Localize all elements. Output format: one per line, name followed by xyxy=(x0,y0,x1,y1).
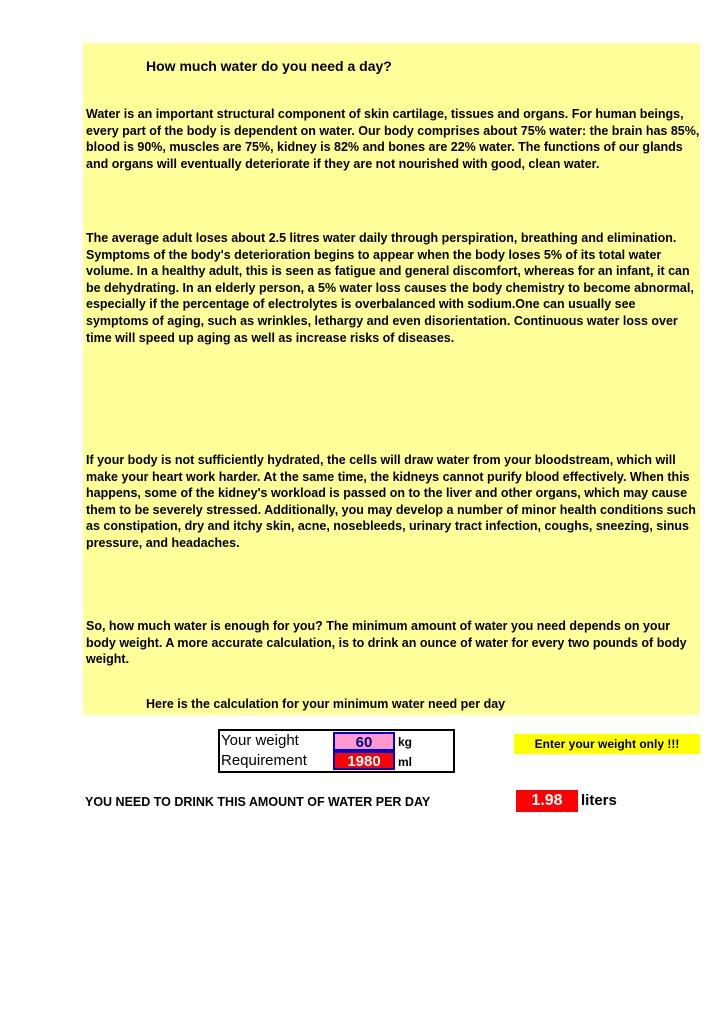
info-sheet xyxy=(83,43,700,715)
weight-input[interactable]: 60 xyxy=(333,732,395,751)
paragraph-water-loss: The average adult loses about 2.5 litres water daily through perspiration, breathing and elimination. Symptoms of the body's deterioration begins to appear when the body loses 5% of its total water volume. In a healthy adult, this is seen as fatigue and general discomfort, whereas for an infant, it can be dehydrating. In an elderly person, a 5% water loss causes the body chemistry to become abnormal, especially if the percentage of electrolytes is overbalanced with sodium.One can usually see symptoms of aging, such as wrinkles, lethargy and even disorientation. Continuous water loss over time will speed up aging as well as increase risks of diseases. xyxy=(86,231,694,345)
paragraph-how-much: So, how much water is enough for you? The minimum amount of water you need depends on your body weight. A more accurate calculation, is to drink an ounce of water for every two pounds of body weight. xyxy=(86,619,687,667)
daily-need-value: 1.98 xyxy=(516,790,578,812)
page-title: How much water do you need a day? xyxy=(146,58,392,74)
weight-label: Your weight xyxy=(221,732,299,749)
daily-need-unit: liters xyxy=(581,792,617,809)
enter-weight-note: Enter your weight only !!! xyxy=(514,734,700,754)
daily-need-label: YOU NEED TO DRINK THIS AMOUNT OF WATER PER DAY xyxy=(85,795,431,809)
requirement-unit: ml xyxy=(398,755,413,769)
paragraph-water-composition: Water is an important structural component of skin cartilage, tissues and organs. For human beings, every part of the body is dependent on water. Our body comprises about 75% water: the brain has 85%, blood is 90%, muscles are 75%, kidney is 82% and bones are 22% water. The functions of our glands and organs will eventually deteriorate if they are not nourished with good, clean water. xyxy=(86,107,700,171)
calculation-heading: Here is the calculation for your minimum water need per day xyxy=(146,697,506,711)
water-calculator-table xyxy=(218,729,455,773)
paragraph-dehydration-effects: If your body is not sufficiently hydrated, the cells will draw water from your bloodstream, which will make your heart work harder. At the same time, the kidneys cannot purify blood effectively. When this happens, some of the kidney's workload is passed on to the liver and other organs, which may cause them to be severely stressed. Additionally, you may develop a number of minor health conditions such as constipation, dry and itchy skin, acne, nosebleeds, urinary tract infection, coughs, sneezing, sinus pressure, and headaches. xyxy=(86,453,696,550)
requirement-value: 1980 xyxy=(333,751,395,770)
weight-unit: kg xyxy=(398,735,413,749)
requirement-row xyxy=(220,751,453,771)
requirement-label: Requirement xyxy=(221,752,307,769)
weight-row xyxy=(220,731,453,751)
